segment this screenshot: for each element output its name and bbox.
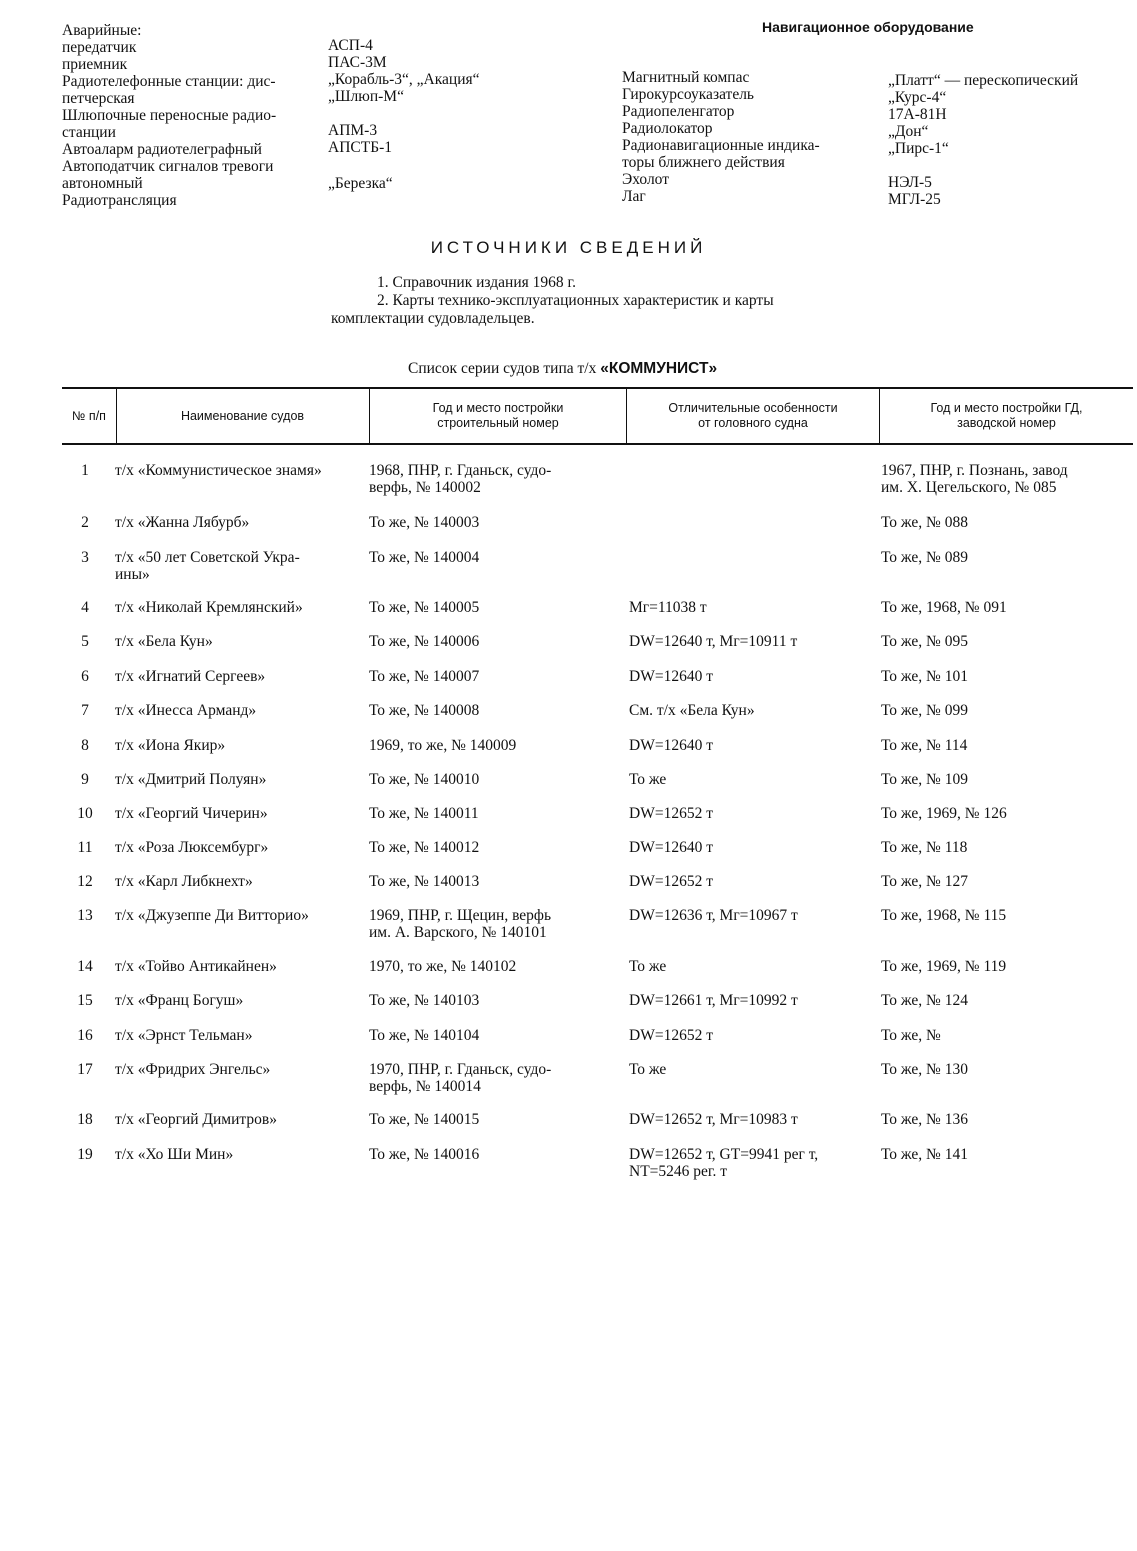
cell-gd: То же, 1969, № 119 — [881, 958, 1007, 975]
cell-n: 9 — [81, 771, 89, 788]
cell-gd: То же, № 127 — [881, 873, 968, 890]
cell-gd: То же, 1968, № 091 — [881, 599, 1007, 616]
cell-n: 19 — [77, 1146, 93, 1163]
navigation-label: Радиопеленгатор — [622, 103, 735, 120]
equipment-labels — [62, 22, 312, 209]
equipment-label: приемник — [62, 56, 128, 73]
header-features: Отличительные особенности от головного судна — [668, 401, 838, 430]
cell-gd: То же, № 141 — [881, 1146, 968, 1163]
cell-feat: Mг=11038 т — [629, 599, 707, 616]
cell-built: То же, № 140104 — [369, 1027, 480, 1044]
cell-built: То же, № 140010 — [369, 771, 480, 788]
cell-n: 8 — [81, 737, 89, 754]
equipment-label: передатчик — [62, 39, 137, 56]
cell-n: 7 — [81, 702, 89, 719]
cell-name: т/х «Франц Богуш» — [115, 992, 244, 1009]
equipment-value: АПМ-3 — [328, 122, 378, 139]
cell-feat: DW=12652 т, Mг=10983 т — [629, 1111, 798, 1128]
cell-built: То же, № 140003 — [369, 514, 480, 531]
equipment-label: Шлюпочные переносные радио- станции — [62, 107, 277, 141]
header-built: Год и место постройки строительный номер — [432, 401, 564, 430]
cell-gd: 1967, ПНР, г. Познань, завод им. Х. Цегельского, № 085 — [881, 462, 1068, 496]
cell-name: т/х «Фридрих Энгельс» — [115, 1061, 271, 1078]
cell-gd: То же, № — [881, 1027, 941, 1044]
cell-name: т/х «Дмитрий Полуян» — [115, 771, 267, 788]
cell-built: То же, № 140016 — [369, 1146, 480, 1163]
cell-n: 18 — [77, 1111, 93, 1128]
navigation-values — [888, 72, 1128, 208]
cell-built: То же, № 140015 — [369, 1111, 480, 1128]
cell-n: 10 — [77, 805, 93, 822]
navigation-labels — [622, 69, 867, 205]
source-item-1: 1. Справочник издания 1968 г. — [377, 274, 576, 291]
cell-gd: То же, № 099 — [881, 702, 968, 719]
cell-name: т/х «Иона Якир» — [115, 737, 226, 754]
header-main-engine: Год и место постройки ГД, заводской номер — [930, 401, 1083, 430]
cell-feat: То же — [629, 958, 667, 975]
equipment-label: Радиотелефонные станции: дис- петчерская — [62, 73, 276, 107]
cell-feat: DW=12652 т — [629, 805, 713, 822]
equipment-value: „Шлюп-М“ — [328, 88, 404, 105]
cell-feat: DW=12652 т, GT=9941 рег т, NT=5246 рег. т — [629, 1146, 819, 1180]
navigation-label: Гирокурсоуказатель — [622, 86, 754, 103]
navigation-value: „Курс-4“ — [888, 89, 947, 106]
cell-name: т/х «Георгий Чичерин» — [115, 805, 268, 822]
equipment-label: Радиотрансляция — [62, 192, 177, 209]
cell-n: 2 — [81, 514, 89, 531]
cell-n: 16 — [77, 1027, 93, 1044]
cell-name: т/х «Игнатий Сергеев» — [115, 668, 266, 685]
cell-n: 1 — [81, 462, 89, 479]
cell-name: т/х «Тойво Антикайнен» — [115, 958, 277, 975]
cell-built: То же, № 140012 — [369, 839, 480, 856]
cell-name: т/х «Карл Либкнехт» — [115, 873, 253, 890]
navigation-value: „Дон“ — [888, 123, 929, 140]
navigation-label: Эхолот — [622, 171, 669, 188]
cell-gd: То же, № 101 — [881, 668, 968, 685]
cell-built: То же, № 140006 — [369, 633, 480, 650]
cell-name: т/х «Роза Люксембург» — [115, 839, 269, 856]
cell-gd: То же, № 089 — [881, 549, 968, 566]
navigation-value: НЭЛ-5 — [888, 174, 932, 191]
cell-built: То же, № 140004 — [369, 549, 480, 566]
cell-feat: DW=12636 т, Mг=10967 т — [629, 907, 798, 924]
equipment-label: Автоподатчик сигналов тревоги автономный — [62, 158, 274, 192]
equipment-value: АСП-4 — [328, 37, 373, 54]
cell-n: 6 — [81, 668, 89, 685]
equipment-value: АПСТБ-1 — [328, 139, 393, 156]
cell-built: То же, № 140007 — [369, 668, 480, 685]
cell-gd: То же, № 130 — [881, 1061, 968, 1078]
cell-n: 15 — [77, 992, 93, 1009]
cell-feat: DW=12640 т — [629, 668, 713, 685]
source-item-2: 2. Карты технико-эксплуатационных характеристик и карты — [377, 292, 774, 309]
cell-built: 1970, ПНР, г. Гданьск, судо- верфь, № 140014 — [369, 1061, 552, 1095]
cell-name: т/х «Инесса Арманд» — [115, 702, 257, 719]
cell-built: 1970, то же, № 140102 — [369, 958, 517, 975]
cell-name: т/х «Хо Ши Мин» — [115, 1146, 234, 1163]
cell-n: 5 — [81, 633, 89, 650]
equipment-values — [328, 37, 558, 192]
cell-n: 3 — [81, 549, 89, 566]
cell-gd: То же, № 095 — [881, 633, 968, 650]
navigation-value: МГЛ-25 — [888, 191, 941, 208]
cell-gd: То же, № 088 — [881, 514, 968, 531]
cell-name: т/х «Бела Кун» — [115, 633, 213, 650]
cell-feat: DW=12640 т — [629, 839, 713, 856]
equipment-label: Аварийные: — [62, 22, 142, 39]
cell-feat: DW=12640 т — [629, 737, 713, 754]
table-caption-bold: «КОММУНИСТ» — [600, 360, 718, 377]
navigation-label: Лаг — [622, 188, 646, 205]
cell-feat: То же — [629, 1061, 667, 1078]
cell-feat: DW=12652 т — [629, 873, 713, 890]
source-item-2-continued: комплектации судовладельцев. — [331, 310, 535, 327]
cell-n: 11 — [77, 839, 93, 856]
cell-n: 12 — [77, 873, 93, 890]
sources-title: ИСТОЧНИКИ СВЕДЕНИЙ — [430, 238, 707, 257]
cell-gd: То же, № 136 — [881, 1111, 968, 1128]
cell-built: 1969, то же, № 140009 — [369, 737, 517, 754]
navigation-label: Магнитный компас — [622, 69, 750, 86]
cell-feat: DW=12661 т, Mг=10992 т — [629, 992, 798, 1009]
cell-n: 13 — [77, 907, 93, 924]
cell-name: т/х «50 лет Советской Укра- ины» — [115, 549, 300, 583]
cell-built: 1968, ПНР, г. Гданьск, судо- верфь, № 140002 — [369, 462, 552, 496]
cell-feat: То же — [629, 771, 667, 788]
cell-gd: То же, № 118 — [881, 839, 968, 856]
equipment-value: ПАС-3М — [328, 54, 387, 71]
navigation-label: Радиолокатор — [622, 120, 713, 137]
cell-feat: DW=12640 т, Mг=10911 т — [629, 633, 798, 650]
cell-built: 1969, ПНР, г. Щецин, верфь им. А. Варского, № 140101 — [369, 907, 552, 941]
cell-built: То же, № 140011 — [369, 805, 479, 822]
navigation-value: 17А-81Н — [888, 106, 947, 123]
cell-gd: То же, № 124 — [881, 992, 968, 1009]
cell-gd: То же, № 114 — [881, 737, 968, 754]
cell-gd: То же, № 109 — [881, 771, 968, 788]
cell-n: 17 — [77, 1061, 93, 1078]
cell-built: То же, № 140103 — [369, 992, 480, 1009]
navigation-value: „Платт“ — перескопический — [888, 72, 1079, 89]
table-caption-text: Список серии судов типа т/х — [408, 360, 597, 377]
navigation-label: Радионавигационные индика- торы ближнего действия — [622, 137, 820, 171]
cell-name: т/х «Николай Кремлянский» — [115, 599, 303, 616]
cell-name: т/х «Георгий Димитров» — [115, 1111, 277, 1128]
table-caption — [408, 360, 717, 378]
cell-feat: DW=12652 т — [629, 1027, 713, 1044]
cell-built: То же, № 140008 — [369, 702, 480, 719]
navigation-title: Навигационное оборудование — [762, 19, 974, 35]
cell-name: т/х «Джузеппе Ди Витторио» — [115, 907, 309, 924]
cell-name: т/х «Жанна Лябурб» — [115, 514, 250, 531]
header-number: № п/п — [72, 408, 106, 423]
table-header — [62, 387, 1133, 445]
cell-n: 4 — [81, 599, 89, 616]
cell-feat: См. т/х «Бела Кун» — [629, 702, 755, 719]
cell-name: т/х «Коммунистическое знамя» — [115, 462, 322, 479]
equipment-label: Автоаларм радиотелеграфный — [62, 141, 262, 158]
equipment-value: „Корабль-3“, „Акация“ — [328, 71, 480, 88]
cell-built: То же, № 140013 — [369, 873, 480, 890]
equipment-value: „Березка“ — [328, 175, 393, 192]
header-ship-name: Наименование судов — [180, 408, 305, 423]
cell-name: т/х «Эрнст Тельман» — [115, 1027, 253, 1044]
cell-n: 14 — [77, 958, 93, 975]
cell-gd: То же, 1969, № 126 — [881, 805, 1007, 822]
cell-gd: То же, 1968, № 115 — [881, 907, 1007, 924]
navigation-value: „Пирс-1“ — [888, 140, 949, 157]
cell-built: То же, № 140005 — [369, 599, 480, 616]
